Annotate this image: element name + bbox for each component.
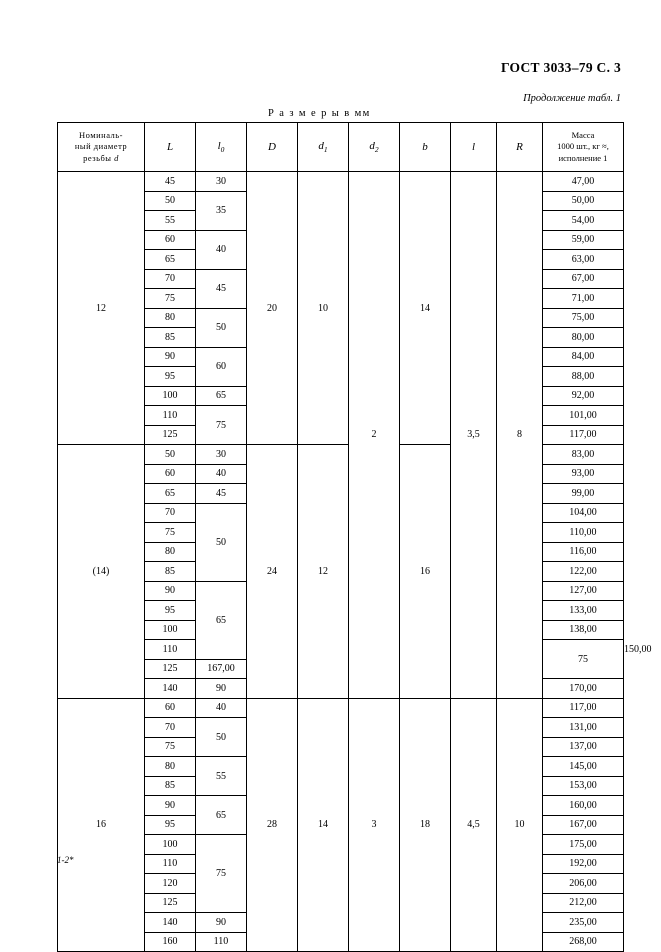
cell-b: 14 <box>400 172 451 445</box>
cell-mass: 117,00 <box>543 425 624 445</box>
cell-L: 65 <box>145 484 196 504</box>
cell-b: 18 <box>400 698 451 952</box>
cell-R: 8 <box>497 172 543 699</box>
col-header-d2: $d_2$ <box>349 123 400 172</box>
table-header-row <box>58 123 624 172</box>
cell-L: 90 <box>145 581 196 601</box>
cell-l0: 65 <box>196 386 247 406</box>
cell-L: 85 <box>145 328 196 348</box>
cell-D: 20 <box>247 172 298 445</box>
cell-d2: 3 <box>349 698 400 952</box>
cell-mass: 116,00 <box>543 542 624 562</box>
table-row <box>58 172 624 192</box>
cell-L: 65 <box>145 250 196 270</box>
cell-L: 120 <box>145 874 196 894</box>
cell-mass: 99,00 <box>543 484 624 504</box>
cell-L: 55 <box>145 211 196 231</box>
table-body <box>58 172 652 952</box>
cell-mass: 104,00 <box>543 503 624 523</box>
col-header-d-nom <box>58 123 145 172</box>
cell-l0: 30 <box>196 172 247 192</box>
cell-L: 80 <box>145 542 196 562</box>
cell-l0: 30 <box>196 445 247 465</box>
cell-L: 50 <box>145 191 196 211</box>
cell-L: 70 <box>145 718 196 738</box>
cell-mass: 54,00 <box>543 211 624 231</box>
cell-l0: 35 <box>196 191 247 230</box>
cell-L: 125 <box>145 425 196 445</box>
cell-l0: 110 <box>196 932 247 952</box>
cell-mass: 145,00 <box>543 757 624 777</box>
col-header-d-nom-line1: Номиналь- <box>79 129 123 140</box>
cell-R: 10 <box>497 698 543 952</box>
cell-L: 110 <box>145 406 196 426</box>
cell-mass: 235,00 <box>543 913 624 933</box>
table-row <box>58 698 624 718</box>
cell-l0: 45 <box>196 269 247 308</box>
cell-mass: 192,00 <box>543 854 624 874</box>
cell-L: 125 <box>145 893 196 913</box>
cell-mass: 50,00 <box>543 191 624 211</box>
cell-L: 60 <box>145 464 196 484</box>
cell-L: 70 <box>145 269 196 289</box>
cell-l0: 65 <box>196 796 247 835</box>
cell-mass: 110,00 <box>543 523 624 543</box>
cell-d-nom: (14) <box>58 445 145 699</box>
cell-d2: 2 <box>349 172 400 699</box>
cell-d1: 14 <box>298 698 349 952</box>
cell-mass: 63,00 <box>543 250 624 270</box>
cell-L: 95 <box>145 601 196 621</box>
cell-mass: 167,00 <box>196 659 247 679</box>
cell-l0: 50 <box>196 308 247 347</box>
cell-L: 75 <box>145 737 196 757</box>
cell-mass: 160,00 <box>543 796 624 816</box>
cell-L: 85 <box>145 776 196 796</box>
cell-mass: 122,00 <box>543 562 624 582</box>
cell-l0: 75 <box>543 640 624 679</box>
cell-l0: 60 <box>196 347 247 386</box>
cell-mass: 80,00 <box>543 328 624 348</box>
col-header-mass-line1: Масса <box>571 129 595 140</box>
cell-L: 50 <box>145 445 196 465</box>
cell-l0: 75 <box>196 406 247 445</box>
cell-L: 85 <box>145 562 196 582</box>
cell-L: 60 <box>145 698 196 718</box>
cell-d-nom: 16 <box>58 698 145 952</box>
cell-mass: 131,00 <box>543 718 624 738</box>
cell-l0: 65 <box>196 581 247 659</box>
cell-L: 125 <box>145 659 196 679</box>
col-header-b: b <box>400 123 451 172</box>
cell-L: 110 <box>145 640 196 660</box>
cell-L: 100 <box>145 835 196 855</box>
cell-mass: 175,00 <box>543 835 624 855</box>
cell-L: 110 <box>145 854 196 874</box>
cell-d1: 12 <box>298 445 349 699</box>
cell-mass: 83,00 <box>543 445 624 465</box>
cell-L: 80 <box>145 757 196 777</box>
cell-mass: 84,00 <box>543 347 624 367</box>
cell-L: 95 <box>145 815 196 835</box>
cell-l0: 40 <box>196 464 247 484</box>
page-header <box>501 60 621 76</box>
cell-L: 70 <box>145 503 196 523</box>
cell-l0: 90 <box>196 679 247 699</box>
col-header-l0: $l_0$ <box>196 123 247 172</box>
cell-L: 100 <box>145 386 196 406</box>
cell-l0: 40 <box>196 230 247 269</box>
cell-mass: 268,00 <box>543 932 624 952</box>
cell-L: 160 <box>145 932 196 952</box>
cell-mass: 206,00 <box>543 874 624 894</box>
cell-d-nom: 12 <box>58 172 145 445</box>
col-header-d-nom-line2: ный диаметр <box>74 141 128 152</box>
cell-b: 16 <box>400 445 451 699</box>
table-row: 110 75 150,00 <box>58 640 624 660</box>
cell-mass: 47,00 <box>543 172 624 192</box>
cell-l: 3,5 <box>451 172 497 699</box>
col-header-mass-line3: исполнение 1 <box>558 152 608 163</box>
cell-mass: 92,00 <box>543 386 624 406</box>
dimensions-table <box>57 122 652 952</box>
col-header-L: L <box>145 123 196 172</box>
cell-mass: 153,00 <box>543 776 624 796</box>
col-header-d1: $d_1$ <box>298 123 349 172</box>
cell-D: 24 <box>247 445 298 699</box>
col-header-mass <box>543 123 624 172</box>
cell-D: 28 <box>247 698 298 952</box>
cell-L: 45 <box>145 172 196 192</box>
cell-L: 95 <box>145 367 196 387</box>
cell-l0: 50 <box>196 503 247 581</box>
cell-mass: 75,00 <box>543 308 624 328</box>
cell-mass: 67,00 <box>543 269 624 289</box>
col-header-mass-line2: 1000 шт., кг ≈, <box>557 141 609 152</box>
cell-L: 75 <box>145 523 196 543</box>
cell-L: 90 <box>145 796 196 816</box>
cell-mass: 137,00 <box>543 737 624 757</box>
cell-d1: 10 <box>298 172 349 445</box>
cell-L: 100 <box>145 620 196 640</box>
cell-L: 140 <box>145 679 196 699</box>
cell-L: 140 <box>145 913 196 933</box>
cell-l0: 75 <box>196 835 247 913</box>
cell-mass: 138,00 <box>543 620 624 640</box>
cell-L: 90 <box>145 347 196 367</box>
cell-l: 4,5 <box>451 698 497 952</box>
cell-mass: 127,00 <box>543 581 624 601</box>
cell-l0: 55 <box>196 757 247 796</box>
col-header-D: D <box>247 123 298 172</box>
cell-mass: 133,00 <box>543 601 624 621</box>
cell-mass: 212,00 <box>543 893 624 913</box>
header-standard-text: ГОСТ 3033–79 С. 3 <box>500 60 621 75</box>
cell-mass: 88,00 <box>543 367 624 387</box>
cell-mass: 101,00 <box>543 406 624 426</box>
cell-L: 60 <box>145 230 196 250</box>
footer-note: 1-2* <box>57 855 74 865</box>
cell-mass: 167,00 <box>543 815 624 835</box>
col-header-d-nom-line3: резьбы d <box>83 152 119 163</box>
cell-l0: 50 <box>196 718 247 757</box>
cell-l0: 40 <box>196 698 247 718</box>
cell-mass: 71,00 <box>543 289 624 309</box>
cell-l0: 45 <box>196 484 247 504</box>
cell-L: 75 <box>145 289 196 309</box>
cell-mass: 170,00 <box>543 679 624 699</box>
continuation-note: Продолжение табл. 1 <box>523 93 621 104</box>
cell-mass: 59,00 <box>543 230 624 250</box>
cell-l0: 90 <box>196 913 247 933</box>
col-header-l: l <box>451 123 497 172</box>
col-header-R: R <box>497 123 543 172</box>
sizes-caption: Р а з м е р ы в мм <box>268 108 371 119</box>
cell-L: 80 <box>145 308 196 328</box>
cell-mass: 117,00 <box>543 698 624 718</box>
cell-mass: 93,00 <box>543 464 624 484</box>
